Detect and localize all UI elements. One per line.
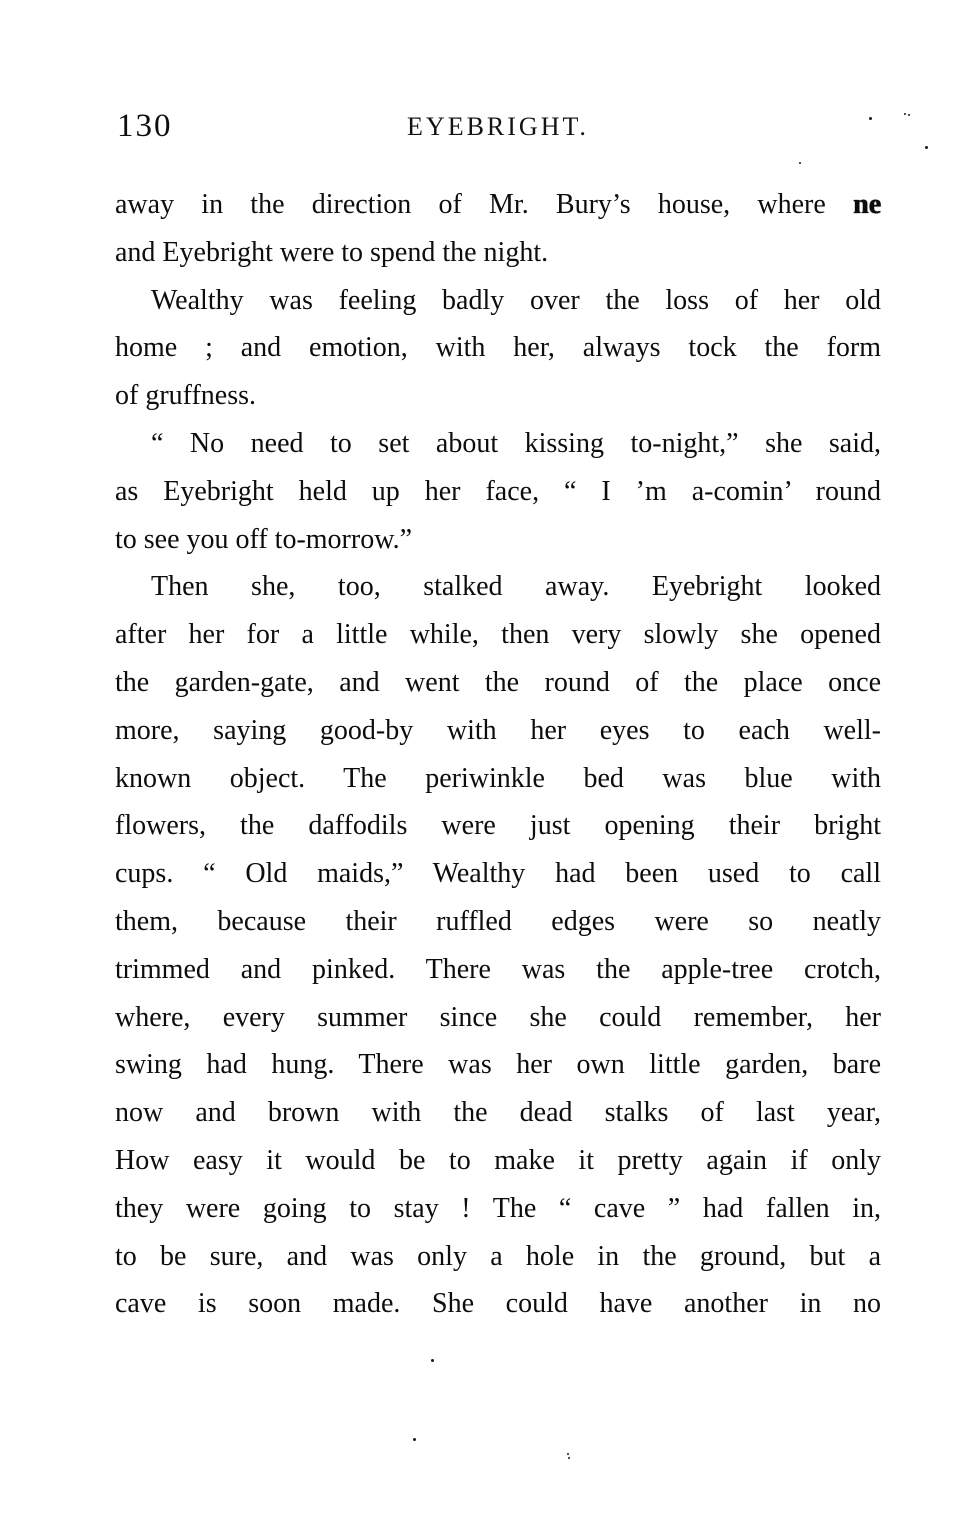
text-line: them, because their ruffled edges were so neatly <box>115 905 881 937</box>
scan-speck <box>431 1359 434 1362</box>
text-line: cups. “ Old maids,” Wealthy had been used to call <box>115 858 881 890</box>
text-line: where, every summer since she could remember, her <box>115 1001 881 1033</box>
text-line: more, saying good-by with her eyes to each well- <box>115 714 881 746</box>
text-line: home ; and emotion, with her, always tock the form <box>115 332 881 364</box>
text-line: known object. The periwinkle bed was blue with <box>115 762 881 794</box>
page-number: 130 <box>117 108 173 144</box>
text-line: to see you off to-morrow.” <box>115 523 413 555</box>
text-line: after her for a little while, then very slowly she opened <box>115 619 881 651</box>
text-line: flowers, the daffodils were just opening their bright <box>115 810 881 842</box>
scan-speck <box>925 146 928 149</box>
text-line: “ No need to set about kissing to-night,” she said, <box>151 427 881 459</box>
running-title: EYEBRIGHT. <box>407 112 589 141</box>
scan-speck <box>567 1453 569 1455</box>
scan-speck <box>904 113 906 115</box>
scan-speck <box>908 114 910 116</box>
text-line: the garden-gate, and went the round of the place once <box>115 666 881 698</box>
text-line <box>115 181 881 229</box>
text-line: they were going to stay ! The “ cave ” had fallen in, <box>115 1192 881 1224</box>
scan-speck <box>869 117 872 120</box>
text-line-start: away in the direction of Mr. Bury’s house, where <box>115 189 826 220</box>
text-line: trimmed and pinked. There was the apple-tree crotch, <box>115 953 881 985</box>
scan-speck <box>413 1438 416 1441</box>
scan-speck <box>568 1457 570 1459</box>
text-line: to be sure, and was only a hole in the ground, but a <box>115 1240 881 1272</box>
page-body <box>115 181 881 1328</box>
page-header <box>115 108 881 148</box>
inked-word: ne <box>853 189 882 220</box>
text-line: cave is soon made. She could have another in no <box>115 1288 881 1320</box>
text-line: Then she, too, stalked away. Eyebright looked <box>151 571 881 603</box>
scan-speck <box>799 162 801 164</box>
text-line: How easy it would be to make it pretty again if only <box>115 1144 881 1176</box>
text-line: Wealthy was feeling badly over the loss of her old <box>151 284 881 316</box>
text-line: now and brown with the dead stalks of last year, <box>115 1097 881 1129</box>
text-line: and Eyebright were to spend the night. <box>115 236 549 268</box>
text-line: swing had hung. There was her own little garden, bare <box>115 1049 881 1081</box>
text-line: of gruffness. <box>115 380 257 412</box>
text-line: as Eyebright held up her face, “ I ’m a-comin’ round <box>115 475 881 507</box>
